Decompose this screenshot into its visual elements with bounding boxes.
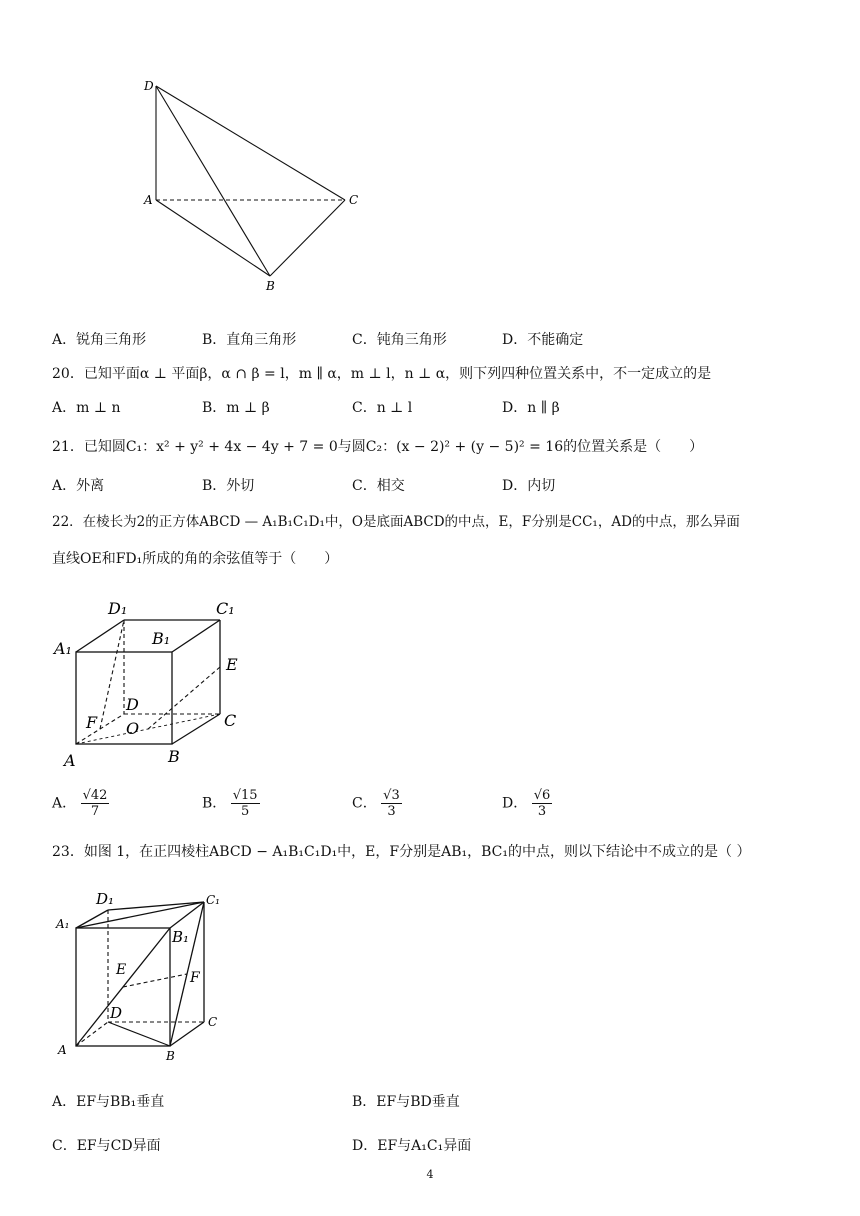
fig23-label-e: E (116, 962, 127, 978)
q19-option-c: C．钝角三角形 (352, 332, 447, 348)
q20-option-c: C．n ⊥ l (352, 400, 413, 416)
q22-option-b-den: 5 (241, 804, 250, 819)
fig22-label-f: F (86, 713, 98, 732)
fig23-label-b: B (166, 1049, 175, 1063)
q20-option-d: D．n ∥ β (502, 400, 560, 416)
q22-option-a-fraction (81, 788, 110, 819)
q22-option-c-num: √3 (383, 788, 400, 803)
fig23-label-f: F (190, 970, 200, 986)
q22-option-c-den: 3 (387, 804, 396, 819)
fig22-label-c1: C₁ (216, 599, 235, 618)
q21-option-c: C．相交 (352, 478, 405, 494)
q22-option-b-letter: B． (202, 795, 227, 812)
q22-stem-line2: 直线OE和FD₁所成的角的余弦值等于（ ） (52, 551, 339, 567)
fig22-label-o: O (126, 719, 140, 738)
fig19-label-a: A (144, 193, 153, 207)
q22-option-d-fraction (532, 788, 553, 819)
q22-option-c-fraction (381, 788, 402, 819)
q22-option-b-fraction (231, 788, 260, 819)
q19-option-a: A．锐角三角形 (52, 332, 147, 348)
q22-option-a-den: 7 (90, 804, 100, 819)
q20-option-a: A．m ⊥ n (52, 400, 121, 416)
figure-q19-tetrahedron (130, 70, 380, 300)
fig23-label-c: C (208, 1015, 218, 1029)
q21-stem: 21．已知圆C₁：x² + y² + 4x − 4y + 7 = 0与圆C₂：(x − 2)² + (y − 5)² = 16的位置关系是（ ） (52, 439, 704, 455)
figure-q23-prism (52, 884, 242, 1066)
fig19-label-c: C (349, 193, 359, 207)
fig22-label-b: B (168, 747, 180, 766)
q22-option-c-letter: C． (352, 795, 377, 812)
q19-option-d: D．不能确定 (502, 332, 584, 348)
q22-option-a-num: √42 (82, 788, 108, 803)
fig22-label-a1: A₁ (54, 639, 72, 658)
q22-option-a (52, 788, 109, 819)
q23-option-c: C．EF与CD异面 (52, 1138, 161, 1154)
q23-option-b: B．EF与BD垂直 (352, 1094, 460, 1110)
fig22-label-d: D (126, 695, 139, 714)
fig23-label-d1: D₁ (96, 890, 115, 908)
q21-option-a: A．外离 (52, 478, 105, 494)
q23-stem: 23．如图 1，在正四棱柱ABCD − A₁B₁C₁D₁中，E，F分别是AB₁，BC₁的中点，则以下结论中不成立的是（ ） (52, 844, 751, 860)
fig23-label-b1: B₁ (172, 928, 190, 946)
fig23-label-a: A (58, 1043, 67, 1057)
q22-option-d (502, 788, 552, 819)
q19-option-b: B．直角三角形 (202, 332, 297, 348)
fig23-label-d: D (110, 1004, 123, 1022)
q23-option-d: D．EF与A₁C₁异面 (352, 1138, 472, 1154)
q22-stem-line1: 22．在棱长为2的正方体ABCD — A₁B₁C₁D₁中，O是底面ABCD的中点，E，F分别是CC₁，AD的中点，那么异面 (52, 514, 740, 530)
q20-stem: 20．已知平面α ⊥ 平面β，α ∩ β = l，m ∥ α，m ⊥ l，n ⊥ α，则下列四种位置关系中，不一定成立的是 (52, 366, 712, 382)
q22-option-d-num: √6 (533, 788, 551, 803)
fig19-label-d: D (144, 79, 154, 93)
q22-option-a-letter: A． (52, 795, 77, 812)
figure-q22-cube (52, 592, 252, 772)
fig22-label-a: A (64, 751, 76, 770)
fig22-label-e: E (226, 655, 238, 674)
q22-option-d-den: 3 (537, 804, 547, 819)
q22-option-d-letter: D． (502, 795, 528, 812)
fig19-label-b: B (266, 279, 275, 293)
fig23-label-a1: A₁ (56, 917, 70, 931)
q21-option-d: D．内切 (502, 478, 556, 494)
page-number: 4 (426, 1168, 434, 1181)
q22-option-b (202, 788, 260, 819)
fig23-label-c1: C₁ (206, 893, 220, 907)
q21-option-b: B．外切 (202, 478, 255, 494)
fig22-label-d1: D₁ (108, 599, 128, 618)
q20-option-b: B．m ⊥ β (202, 400, 270, 416)
q22-option-b-num: √15 (232, 788, 258, 803)
fig22-label-c: C (224, 711, 237, 730)
q22-option-c (352, 788, 402, 819)
fig22-label-b1: B₁ (152, 629, 171, 648)
q23-option-a: A．EF与BB₁垂直 (52, 1094, 165, 1110)
